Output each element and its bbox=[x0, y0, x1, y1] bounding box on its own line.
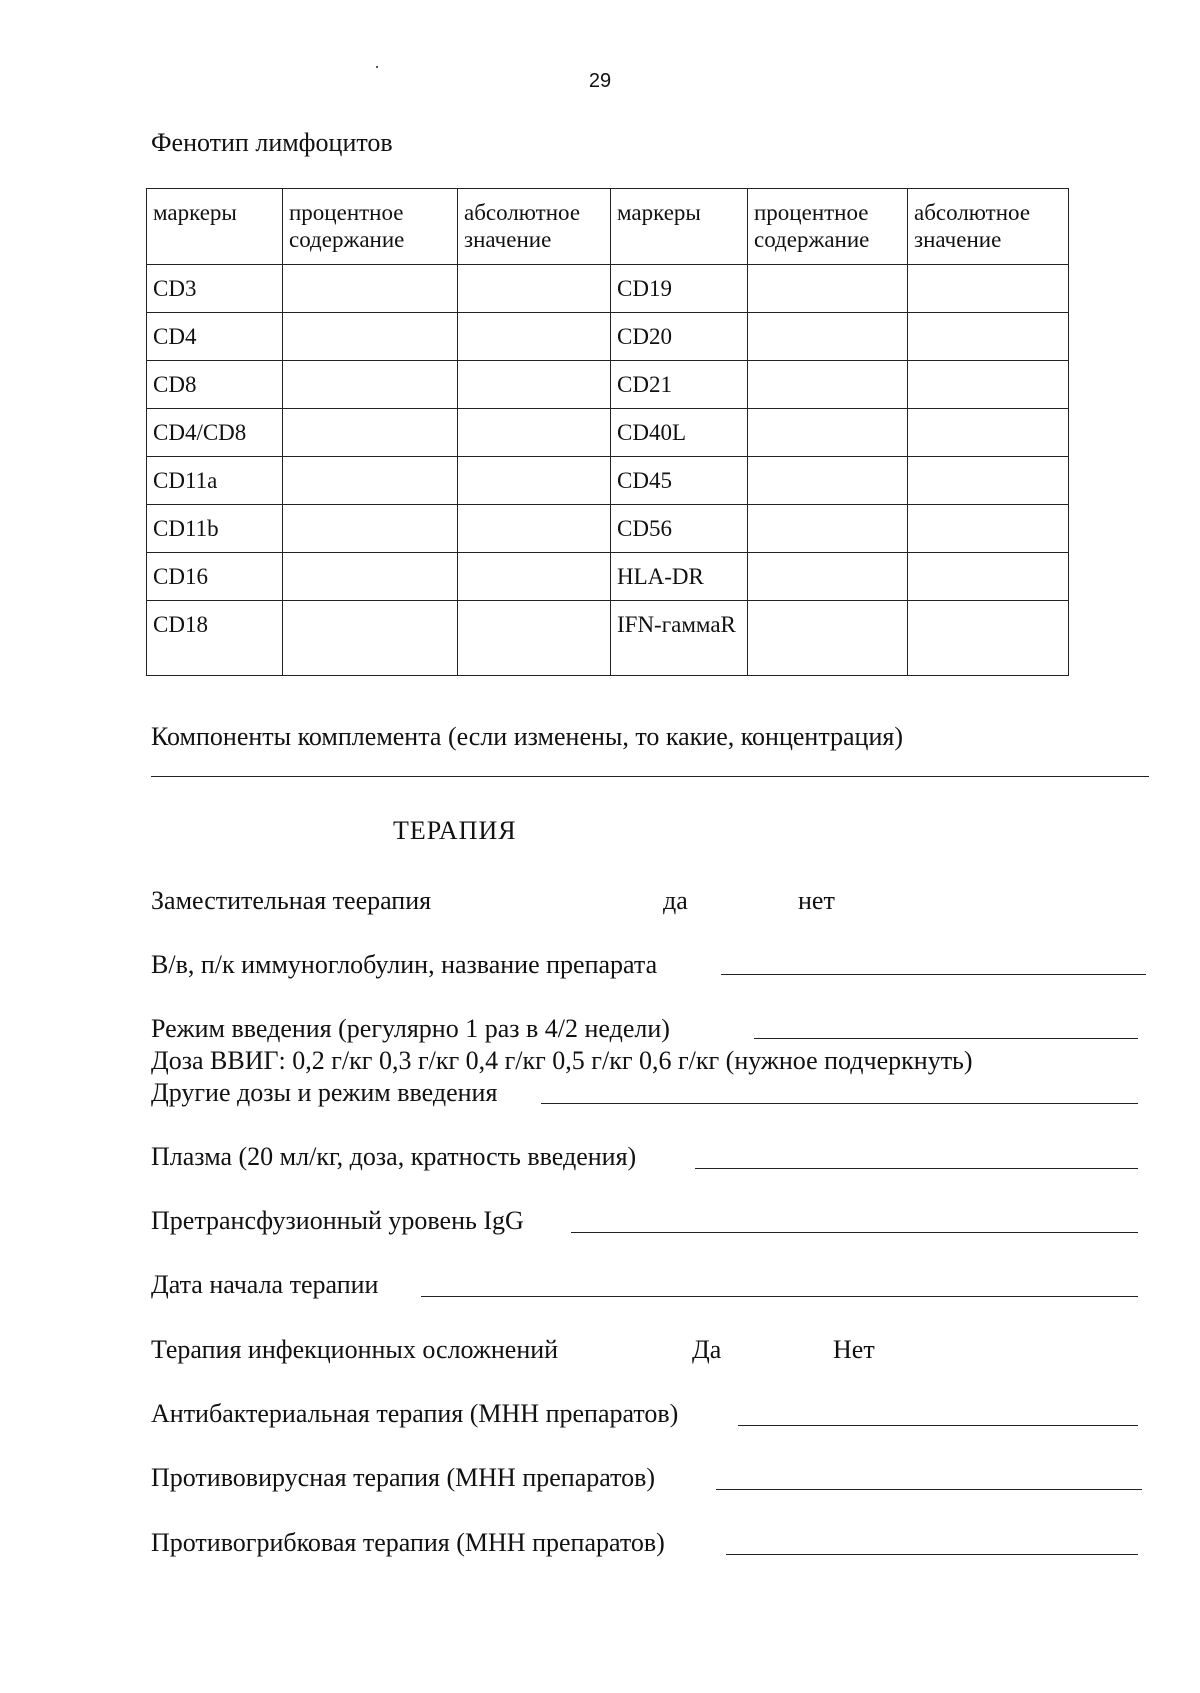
left-marker-cell: CD18 bbox=[147, 601, 283, 676]
table-row bbox=[147, 265, 1069, 313]
start-date-label: Дата начала терапии bbox=[151, 1270, 379, 1299]
left-percent-cell[interactable] bbox=[283, 505, 458, 553]
regimen-label: Режим введения (регулярно 1 раз в 4/2 недели) bbox=[151, 1014, 670, 1043]
right-absolute-cell[interactable] bbox=[908, 601, 1069, 676]
left-percent-cell[interactable] bbox=[283, 601, 458, 676]
left-absolute-cell[interactable] bbox=[458, 409, 611, 457]
replacement-therapy-label: Заместительная теерапия bbox=[151, 886, 432, 915]
left-marker-cell: CD11b bbox=[147, 505, 283, 553]
igg-level-answer-line[interactable] bbox=[571, 1232, 1138, 1233]
replacement-no-option[interactable]: нет bbox=[798, 886, 835, 915]
right-marker-cell: CD45 bbox=[611, 457, 748, 505]
complement-answer-line[interactable] bbox=[151, 776, 1149, 777]
right-absolute-cell[interactable] bbox=[908, 313, 1069, 361]
left-absolute-cell[interactable] bbox=[458, 457, 611, 505]
left-marker-cell: CD3 bbox=[147, 265, 283, 313]
right-absolute-cell[interactable] bbox=[908, 361, 1069, 409]
left-marker-cell: CD16 bbox=[147, 553, 283, 601]
left-absolute-cell[interactable] bbox=[458, 313, 611, 361]
header-percent-right: процентное содержание bbox=[748, 189, 908, 265]
right-marker-cell: CD20 bbox=[611, 313, 748, 361]
immunoglobulin-answer-line[interactable] bbox=[721, 974, 1146, 975]
right-marker-cell: IFN-гаммаR bbox=[611, 601, 748, 676]
table-header-row bbox=[147, 189, 1069, 265]
right-marker-cell: CD19 bbox=[611, 265, 748, 313]
left-percent-cell[interactable] bbox=[283, 313, 458, 361]
header-markers-left: маркеры bbox=[147, 189, 283, 265]
igg-level-label: Претрансфузионный уровень IgG bbox=[151, 1206, 524, 1235]
left-marker-cell: CD4/CD8 bbox=[147, 409, 283, 457]
immunoglobulin-label: В/в, п/к иммуноглобулин, название препарата bbox=[151, 950, 658, 979]
left-absolute-cell[interactable] bbox=[458, 553, 611, 601]
left-marker-cell: CD8 bbox=[147, 361, 283, 409]
infection-yes-option[interactable]: Да bbox=[692, 1335, 722, 1364]
other-doses-label: Другие дозы и режим введения bbox=[151, 1078, 498, 1107]
right-percent-cell[interactable] bbox=[748, 265, 908, 313]
left-percent-cell[interactable] bbox=[283, 409, 458, 457]
table-row bbox=[147, 457, 1069, 505]
lymphocyte-phenotype-table bbox=[146, 188, 1069, 676]
start-date-answer-line[interactable] bbox=[421, 1296, 1138, 1297]
plasma-label: Плазма (20 мл/кг, доза, кратность введения) bbox=[151, 1142, 637, 1171]
antiviral-answer-line[interactable] bbox=[716, 1489, 1142, 1490]
left-marker-cell: CD11a bbox=[147, 457, 283, 505]
header-absolute-right: абсолютное значение bbox=[908, 189, 1069, 265]
right-percent-cell[interactable] bbox=[748, 505, 908, 553]
header-absolute-left: абсолютное значение bbox=[458, 189, 611, 265]
table-row bbox=[147, 361, 1069, 409]
antifungal-label: Противогрибковая терапия (МНН препаратов) bbox=[151, 1528, 665, 1557]
right-percent-cell[interactable] bbox=[748, 313, 908, 361]
table-row bbox=[147, 409, 1069, 457]
left-absolute-cell[interactable] bbox=[458, 601, 611, 676]
plasma-answer-line[interactable] bbox=[695, 1168, 1138, 1169]
other-doses-answer-line[interactable] bbox=[541, 1103, 1138, 1104]
therapy-heading: ТЕРАПИЯ bbox=[393, 816, 517, 845]
right-absolute-cell[interactable] bbox=[908, 505, 1069, 553]
right-percent-cell[interactable] bbox=[748, 457, 908, 505]
right-absolute-cell[interactable] bbox=[908, 265, 1069, 313]
infection-no-option[interactable]: Нет bbox=[833, 1335, 875, 1364]
right-percent-cell[interactable] bbox=[748, 553, 908, 601]
right-percent-cell[interactable] bbox=[748, 361, 908, 409]
table-row bbox=[147, 553, 1069, 601]
left-percent-cell[interactable] bbox=[283, 457, 458, 505]
header-percent-left: процентное содержание bbox=[283, 189, 458, 265]
right-percent-cell[interactable] bbox=[748, 409, 908, 457]
left-percent-cell[interactable] bbox=[283, 265, 458, 313]
page-number: 29 bbox=[588, 70, 612, 92]
ivig-dose-line: Доза ВВИГ: 0,2 г/кг 0,3 г/кг 0,4 г/кг 0,5 г/кг 0,6 г/кг (нужное подчеркнуть) bbox=[151, 1046, 973, 1075]
right-marker-cell: CD56 bbox=[611, 505, 748, 553]
table-row bbox=[147, 505, 1069, 553]
antibacterial-answer-line[interactable] bbox=[738, 1425, 1138, 1426]
header-markers-right: маркеры bbox=[611, 189, 748, 265]
scan-speck bbox=[376, 66, 378, 68]
right-percent-cell[interactable] bbox=[748, 601, 908, 676]
right-absolute-cell[interactable] bbox=[908, 457, 1069, 505]
complement-label: Компоненты комплемента (если изменены, то какие, концентрация) bbox=[151, 722, 904, 751]
left-percent-cell[interactable] bbox=[283, 361, 458, 409]
infection-therapy-label: Терапия инфекционных осложнений bbox=[151, 1335, 559, 1364]
left-absolute-cell[interactable] bbox=[458, 505, 611, 553]
antibacterial-label: Антибактериальная терапия (МНН препаратов) bbox=[151, 1399, 679, 1428]
table-row bbox=[147, 313, 1069, 361]
lymphocyte-phenotype-title: Фенотип лимфоцитов bbox=[151, 128, 393, 157]
antiviral-label: Противовирусная терапия (МНН препаратов) bbox=[151, 1463, 656, 1492]
left-absolute-cell[interactable] bbox=[458, 361, 611, 409]
left-percent-cell[interactable] bbox=[283, 553, 458, 601]
right-marker-cell: CD21 bbox=[611, 361, 748, 409]
right-absolute-cell[interactable] bbox=[908, 553, 1069, 601]
regimen-answer-line[interactable] bbox=[754, 1038, 1138, 1039]
replacement-yes-option[interactable]: да bbox=[663, 886, 688, 915]
right-marker-cell: CD40L bbox=[611, 409, 748, 457]
right-marker-cell: HLA-DR bbox=[611, 553, 748, 601]
left-marker-cell: CD4 bbox=[147, 313, 283, 361]
table-row bbox=[147, 601, 1069, 676]
left-absolute-cell[interactable] bbox=[458, 265, 611, 313]
antifungal-answer-line[interactable] bbox=[726, 1554, 1138, 1555]
right-absolute-cell[interactable] bbox=[908, 409, 1069, 457]
